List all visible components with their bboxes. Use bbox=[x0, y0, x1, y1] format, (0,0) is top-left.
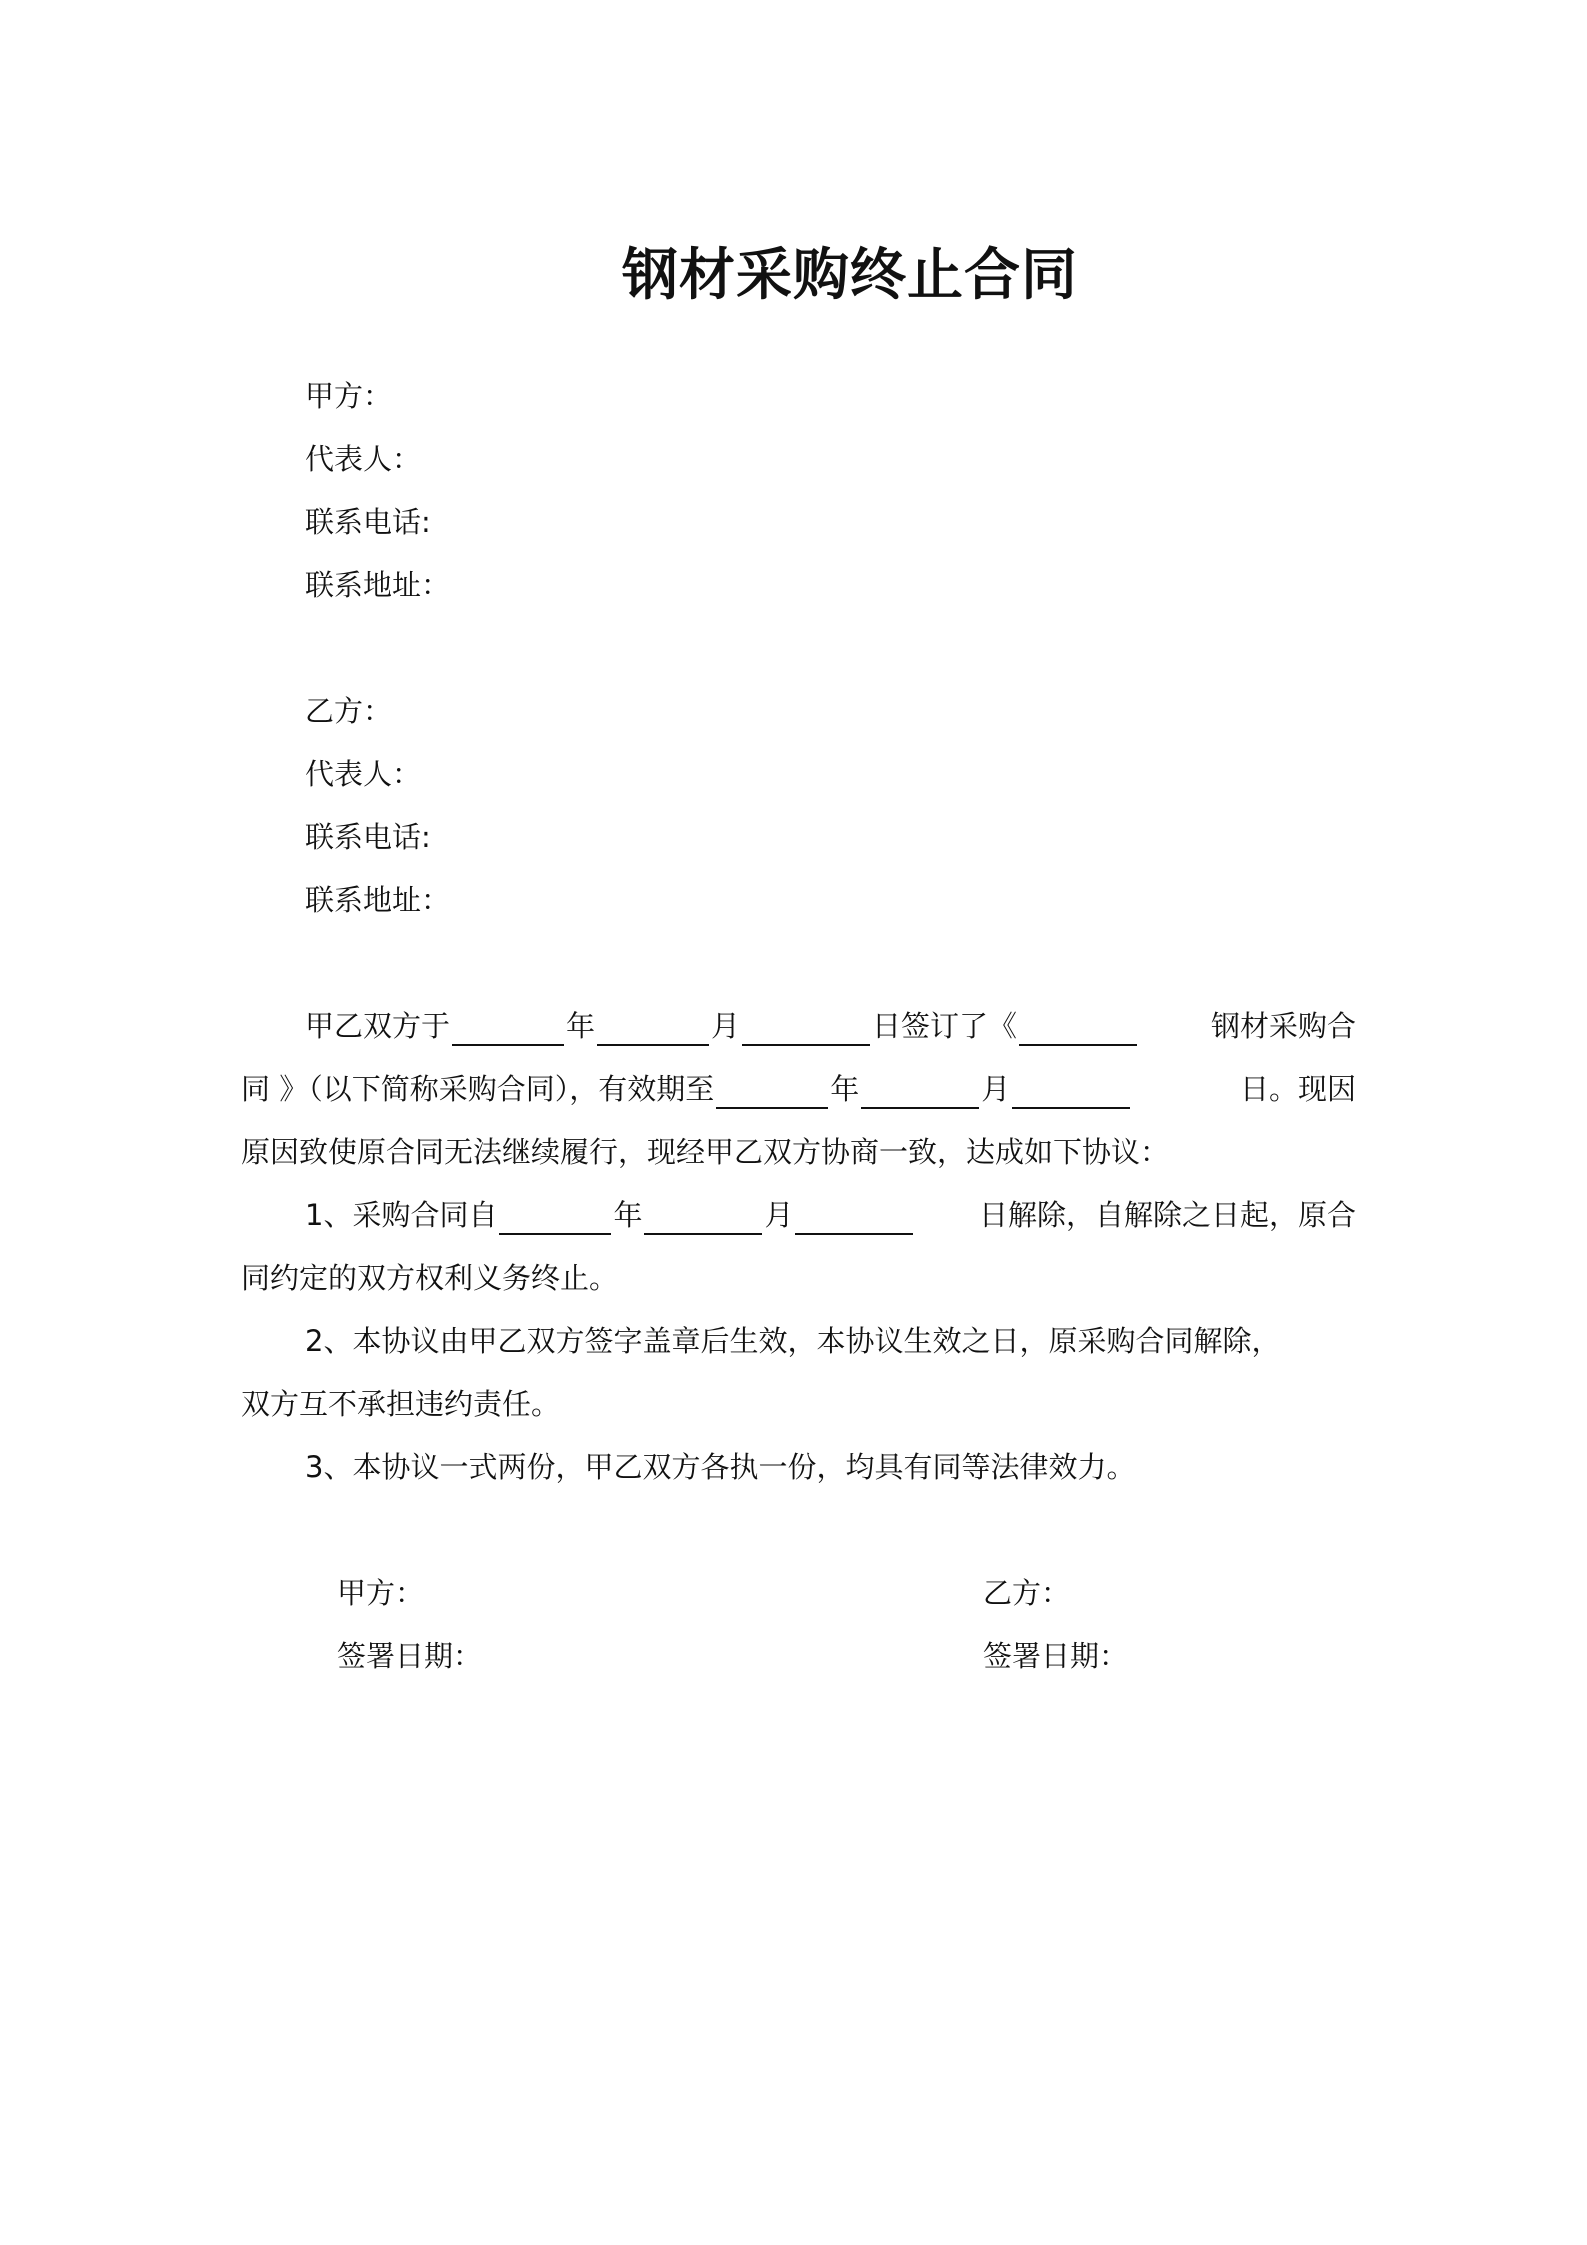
blank-valid-year bbox=[716, 1075, 828, 1109]
signature-party-a-date-label: 签署日期： bbox=[337, 1639, 483, 1673]
party-b-name-label: 乙方： bbox=[305, 694, 393, 728]
clause-1-line-2: 同约定的双方权利义务终止。 bbox=[241, 1261, 619, 1295]
termination-month-label: 月 bbox=[764, 1198, 794, 1232]
party-a-representative-label: 代表人： bbox=[305, 442, 422, 476]
intro-line-3: 原因致使原合同无法继续履行，现经甲乙双方协商一致，达成如下协议： bbox=[241, 1135, 1170, 1169]
clause-2-line-1: 2、本协议由甲乙双方签字盖章后生效，本协议生效之日，原采购合同解除， bbox=[305, 1324, 1281, 1358]
document-title: 钢材采购终止合同 bbox=[622, 242, 1078, 308]
contract-name-text: 钢材采购合 bbox=[1210, 1009, 1356, 1043]
day-signed-text: 日签订了《 bbox=[872, 1009, 1018, 1043]
party-b-representative-label: 代表人： bbox=[305, 757, 422, 791]
intro-validity-text: 同 》（以下简称采购合同），有效期至 bbox=[241, 1072, 715, 1106]
blank-termination-day bbox=[795, 1201, 913, 1235]
clause-2-line-2: 双方互不承担违约责任。 bbox=[241, 1387, 561, 1421]
clause-1-rest: 日解除，自解除之日起，原合 bbox=[978, 1198, 1356, 1232]
valid-day-text: 日。现因 bbox=[1239, 1072, 1356, 1106]
party-b-phone-label: 联系电话: bbox=[305, 820, 431, 854]
year-label: 年 bbox=[566, 1009, 596, 1043]
blank-termination-year bbox=[499, 1201, 611, 1235]
blank-year-signed bbox=[452, 1012, 564, 1046]
blank-day-signed bbox=[742, 1012, 870, 1046]
valid-year-label: 年 bbox=[830, 1072, 860, 1106]
party-a-phone-label: 联系电话: bbox=[305, 505, 431, 539]
clause-1-line-1 bbox=[305, 1195, 1356, 1235]
termination-year-label: 年 bbox=[613, 1198, 643, 1232]
intro-line-2 bbox=[241, 1069, 1356, 1109]
party-b-address-label: 联系地址： bbox=[305, 883, 451, 917]
month-label: 月 bbox=[711, 1009, 741, 1043]
party-a-address-label: 联系地址： bbox=[305, 568, 451, 602]
blank-month-signed bbox=[597, 1012, 709, 1046]
signature-party-a-label: 甲方： bbox=[337, 1576, 425, 1610]
blank-contract-name bbox=[1019, 1012, 1137, 1046]
blank-termination-month bbox=[644, 1201, 762, 1235]
clause-1-text: 1、采购合同自 bbox=[305, 1198, 498, 1232]
valid-month-label: 月 bbox=[981, 1072, 1011, 1106]
signature-party-b-label: 乙方： bbox=[983, 1576, 1071, 1610]
clause-3: 3、本协议一式两份，甲乙双方各执一份，均具有同等法律效力。 bbox=[305, 1450, 1136, 1484]
party-a-name-label: 甲方： bbox=[305, 379, 393, 413]
intro-text: 甲乙双方于 bbox=[305, 1009, 451, 1043]
blank-valid-month bbox=[861, 1075, 979, 1109]
signature-party-b-date-label: 签署日期： bbox=[983, 1639, 1129, 1673]
intro-line-1 bbox=[305, 1006, 1356, 1046]
blank-valid-day bbox=[1012, 1075, 1130, 1109]
